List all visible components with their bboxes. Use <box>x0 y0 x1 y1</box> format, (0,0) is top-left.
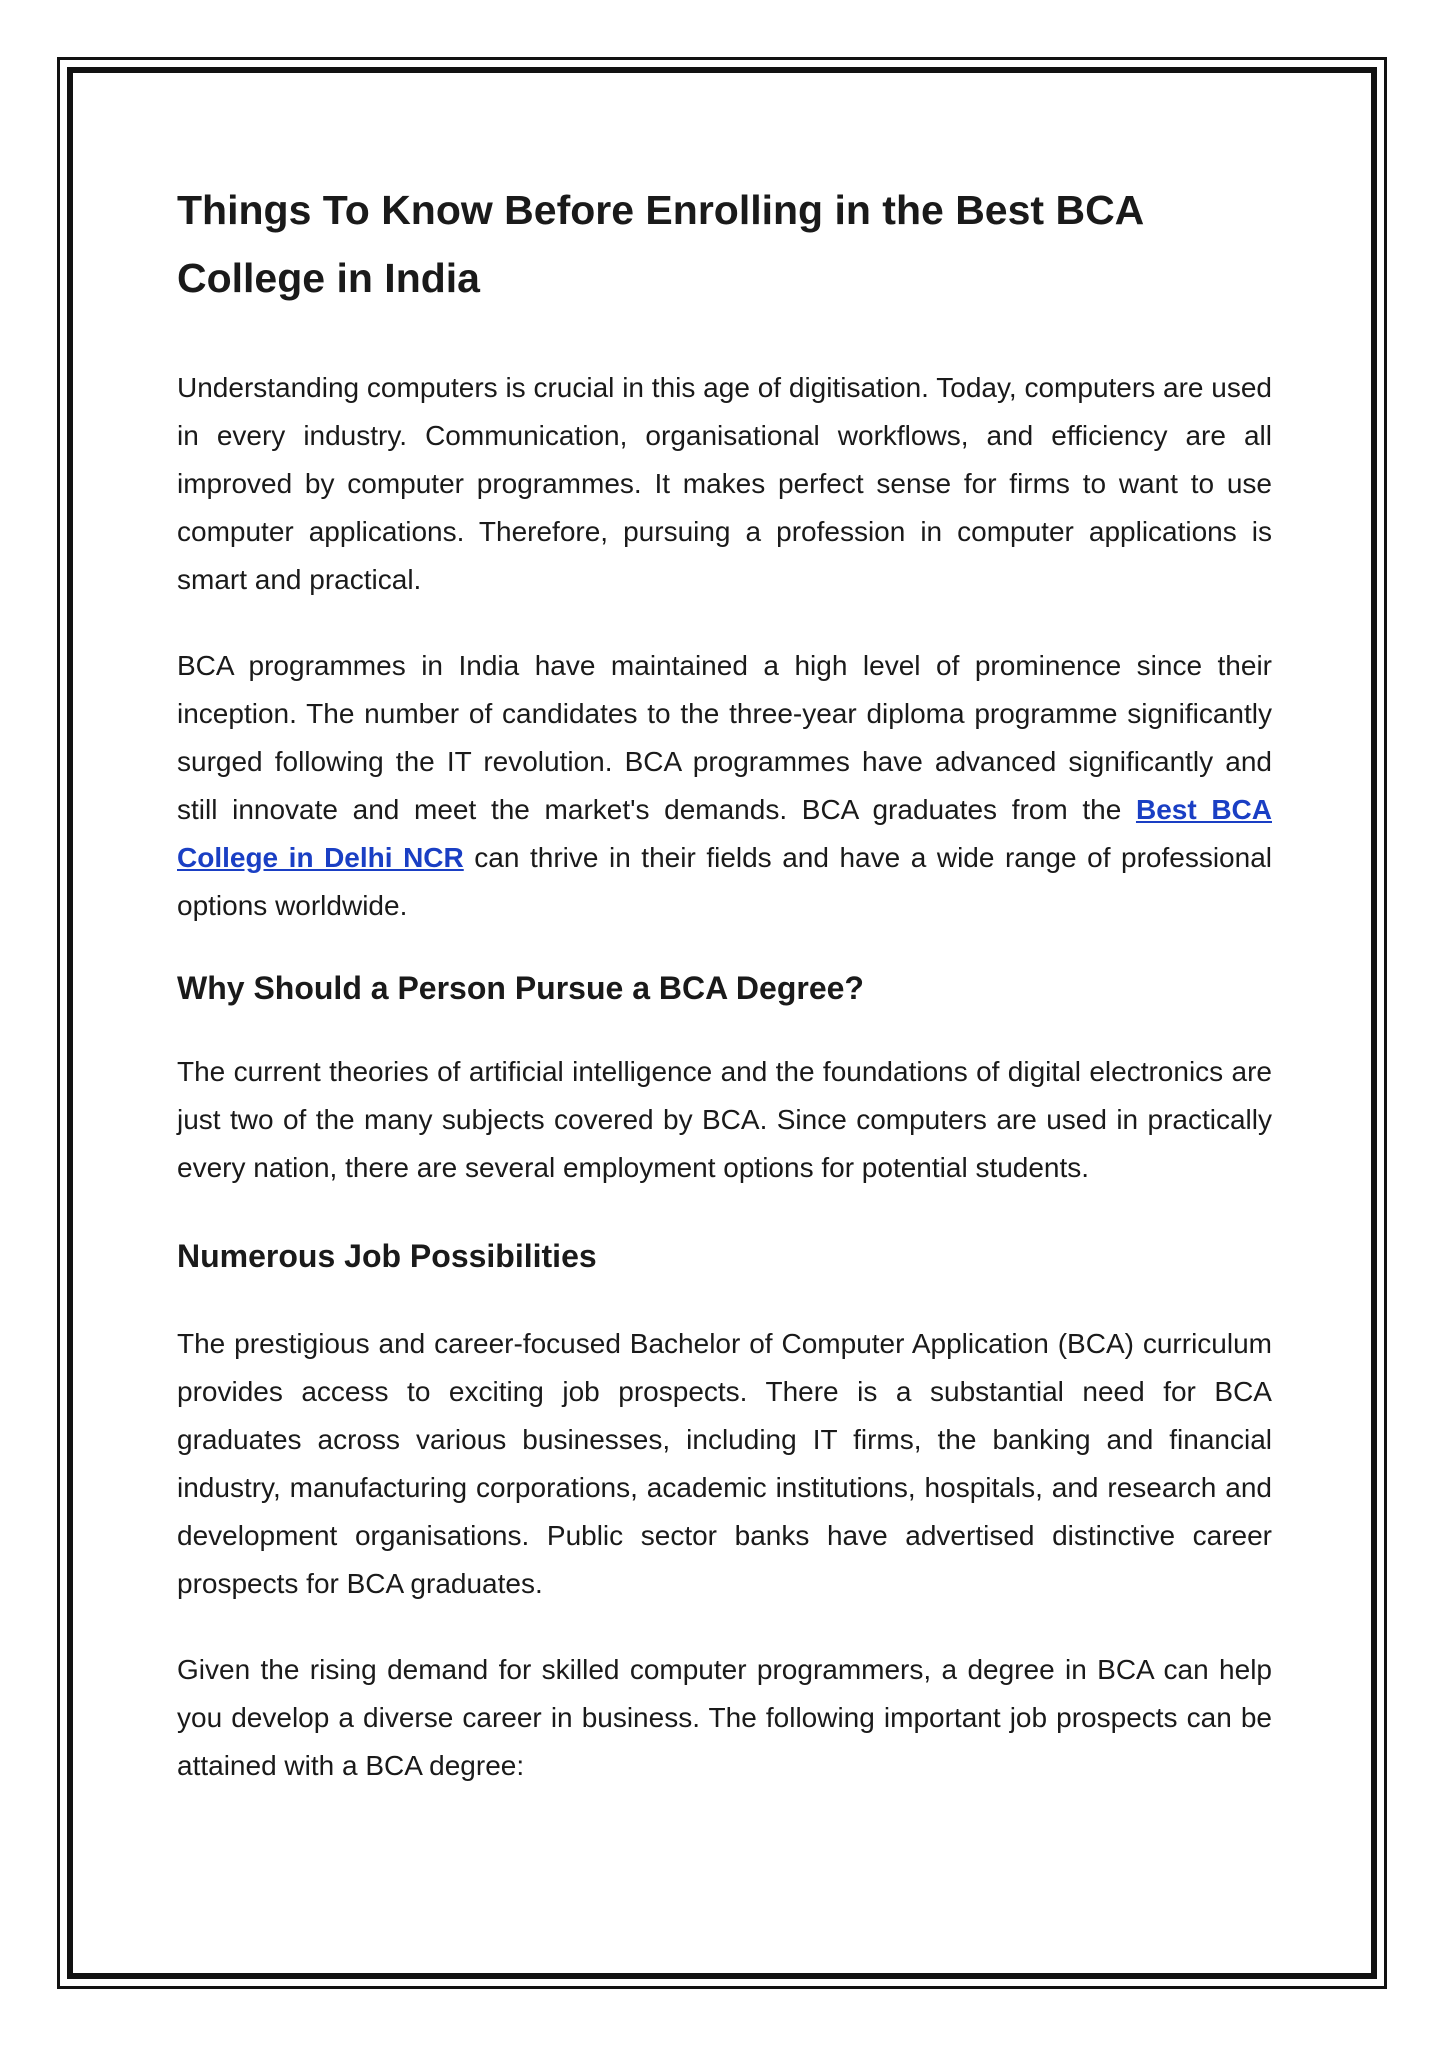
document-content <box>177 176 1272 1790</box>
section-heading-why: Why Should a Person Pursue a BCA Degree? <box>177 970 864 1006</box>
section-heading-jobs: Numerous Job Possibilities <box>177 1238 597 1274</box>
paragraph-jobs: The prestigious and career-focused Bachelor of Computer Application (BCA) curriculum provides access to exciting job prospects. There is a substantial need for BCA graduates across various businesses, including IT firms, the banking and financial industry, manufacturing corporations, academic institutions, hospitals, and research and development organisations. Public sector banks have advertised distinctive career prospects for BCA graduates. <box>177 1328 1272 1599</box>
paragraph-intro: Understanding computers is crucial in this age of digitisation. Today, computers are used in every industry. Communication, organisational workflows, and efficiency are all improved by computer programmes. It makes perfect sense for firms to want to use computer applications. Therefore, pursuing a profession in computer applications is smart and practical. <box>177 372 1272 595</box>
paragraph-text: BCA programmes in India have maintained a high level of prominence since their inception. The number of candidates to the three-year diploma programme significantly surged following the IT revolution. BCA programmes have advanced significantly and still innovate and meet the market's demands. BCA graduates from the <box>177 650 1272 825</box>
best-bca-college-link[interactable]: Best BCA College in Delhi NCR <box>177 794 1272 873</box>
paragraph-why: The current theories of artificial intelligence and the foundations of digital electronics are just two of the many subjects covered by BCA. Since computers are used in practically every nation, there are several employment options for potential students. <box>177 1056 1272 1183</box>
paragraph-bca-programmes <box>177 642 1272 930</box>
paragraph-text: can thrive in their fields and have a wide range of professional options worldwide. <box>177 842 1272 921</box>
document-title: Things To Know Before Enrolling in the Best BCA College in India <box>177 187 1143 301</box>
paragraph-job-prospects: Given the rising demand for skilled computer programmers, a degree in BCA can help you develop a diverse career in business. The following important job prospects can be attained with a BCA degree: <box>177 1654 1272 1781</box>
